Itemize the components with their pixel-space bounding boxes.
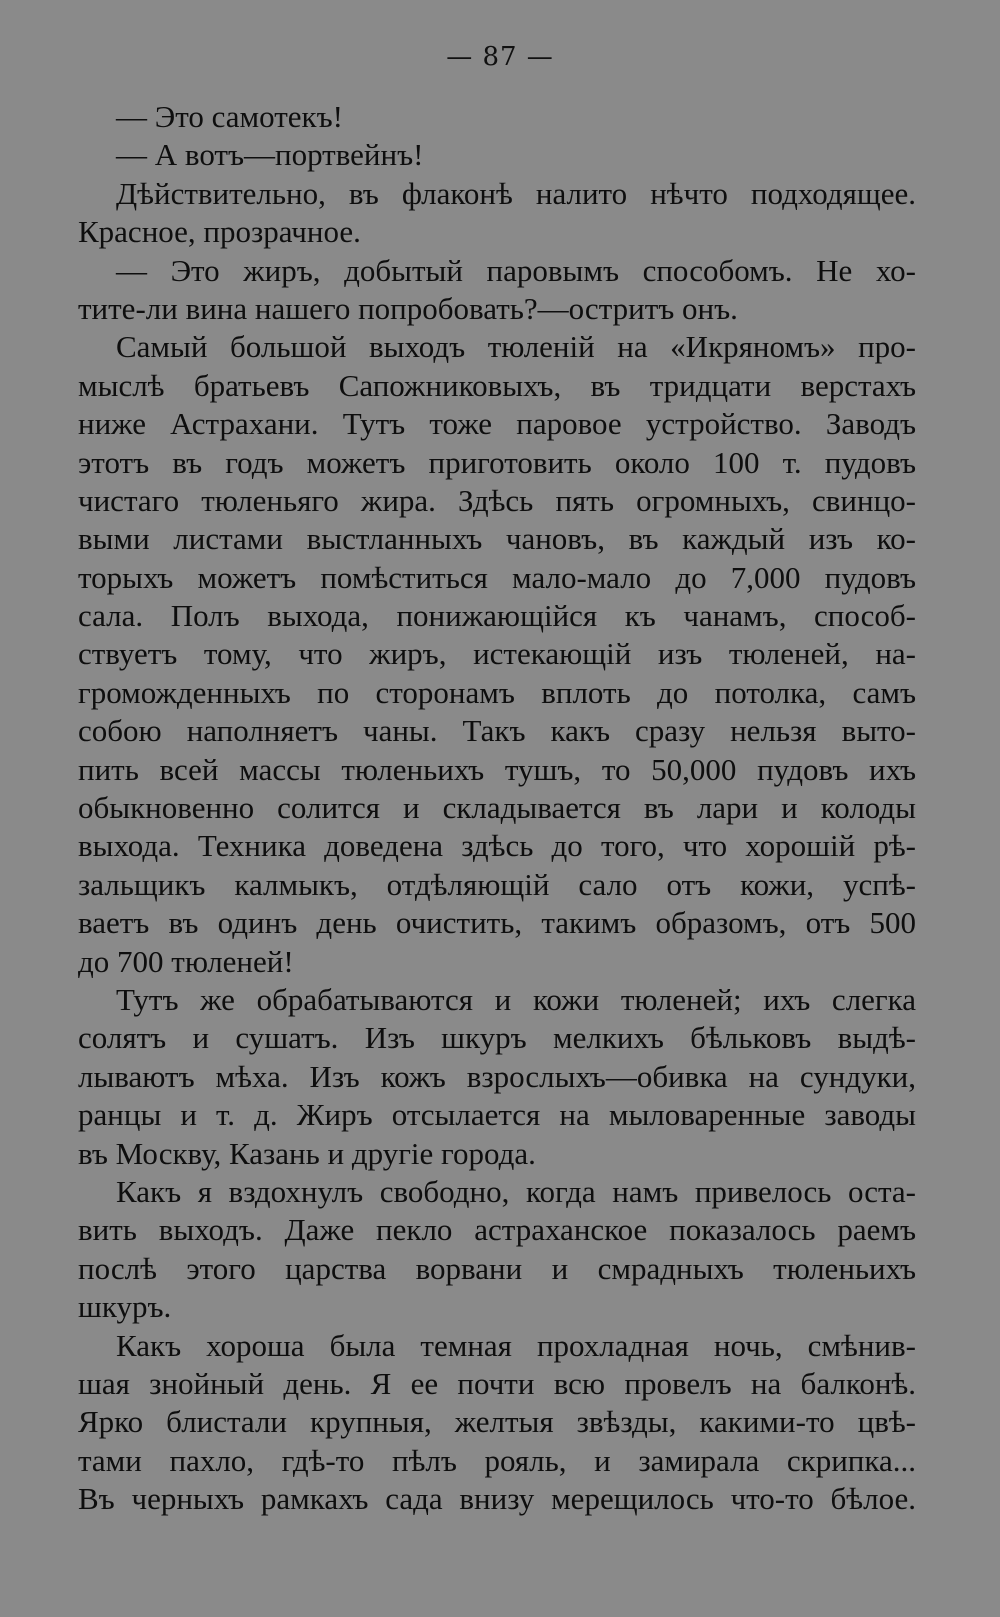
text-line: собою наполняетъ чаны. Такъ какъ сразу нельзя выто-: [78, 713, 916, 749]
text-line: ствуетъ тому, что жиръ, истекающій изъ тюленей, на-: [78, 636, 916, 672]
text-line: солятъ и сушатъ. Изъ шкуръ мелкихъ бѣльковъ выдѣ-: [78, 1020, 916, 1056]
text-line: чистаго тюленьяго жира. Здѣсь пять огромныхъ, свинцо-: [78, 482, 916, 518]
text-line: до 700 тюленей!: [78, 943, 294, 979]
body-text: [78, 98, 916, 1518]
text-line: этотъ въ годъ можетъ приготовить около 100 т. пудовъ: [78, 444, 916, 480]
text-line: пить всей массы тюленьихъ тушъ, то 50,000 пудовъ ихъ: [78, 751, 916, 787]
text-line: Какъ хороша была темная прохладная ночь, смѣнив-: [116, 1327, 916, 1363]
text-line: ваетъ въ одинъ день очистить, такимъ образомъ, отъ 500: [78, 905, 916, 941]
text-line: Самый большой выходъ тюленій на «Икряномъ» про-: [116, 329, 916, 365]
text-line: Дѣйствительно, въ флаконѣ налито нѣчто подходящее.: [116, 175, 916, 211]
text-line: Ярко блистали крупныя, желтыя звѣзды, какими-то цвѣ-: [78, 1404, 916, 1440]
text-line: въ Москву, Казань и другіе города.: [78, 1135, 536, 1171]
text-line: обыкновенно солится и складывается въ лари и колоды: [78, 790, 916, 826]
page-number: — 87 —: [446, 42, 554, 72]
text-line: выми листами выстланныхъ чановъ, въ каждый изъ ко-: [78, 521, 916, 557]
text-line: сала. Полъ выхода, понижающійся къ чанамъ, способ-: [78, 598, 916, 634]
text-line: тите-ли вина нашего попробовать?—остритъ онъ.: [78, 290, 738, 326]
text-line: ниже Астрахани. Тутъ тоже паровое устройство. Заводъ: [78, 406, 916, 442]
text-line: Какъ я вздохнулъ свободно, когда намъ привелось оста-: [116, 1173, 916, 1209]
text-line: тами пахло, гдѣ-то пѣлъ рояль, и замирала скрипка...: [78, 1442, 916, 1478]
text-line: — Это самотекъ!: [116, 99, 343, 134]
text-line: шая знойный день. Я ее почти всю провелъ на балконѣ.: [78, 1365, 916, 1401]
text-line: шкуръ.: [78, 1289, 172, 1325]
text-line: Тутъ же обрабатываются и кожи тюленей; ихъ слегка: [116, 981, 916, 1017]
text-line: — А вотъ—портвейнъ!: [116, 137, 424, 173]
text-line: мыслѣ братьевъ Сапожниковыхъ, въ тридцати верстахъ: [78, 367, 916, 403]
text-line: — Это жиръ, добытый паровымъ способомъ. Не хо-: [116, 252, 916, 288]
text-line: послѣ этого царства ворвани и смрадныхъ тюленьихъ: [78, 1250, 916, 1286]
text-line: вить выходъ. Даже пекло астраханское показалось раемъ: [78, 1212, 916, 1248]
text-line: выхода. Техника доведена здѣсь до того, что хорошій рѣ-: [78, 828, 916, 864]
text-line: Въ черныхъ рамкахъ сада внизу мерещилось что-то бѣлое.: [78, 1481, 916, 1517]
text-line: громожденныхъ по сторонамъ вплоть до потолка, самъ: [78, 674, 916, 710]
text-line: зальщикъ калмыкъ, отдѣляющій сало отъ кожи, успѣ-: [78, 866, 916, 902]
text-line: ранцы и т. д. Жиръ отсылается на мыловаренные заводы: [78, 1097, 916, 1133]
text-line: лываютъ мѣха. Изъ кожъ взрослыхъ—обивка на сундуки,: [78, 1058, 916, 1094]
text-line: торыхъ можетъ помѣститься мало-мало до 7,000 пудовъ: [78, 559, 916, 595]
text-line: Красное, прозрачное.: [78, 214, 361, 250]
